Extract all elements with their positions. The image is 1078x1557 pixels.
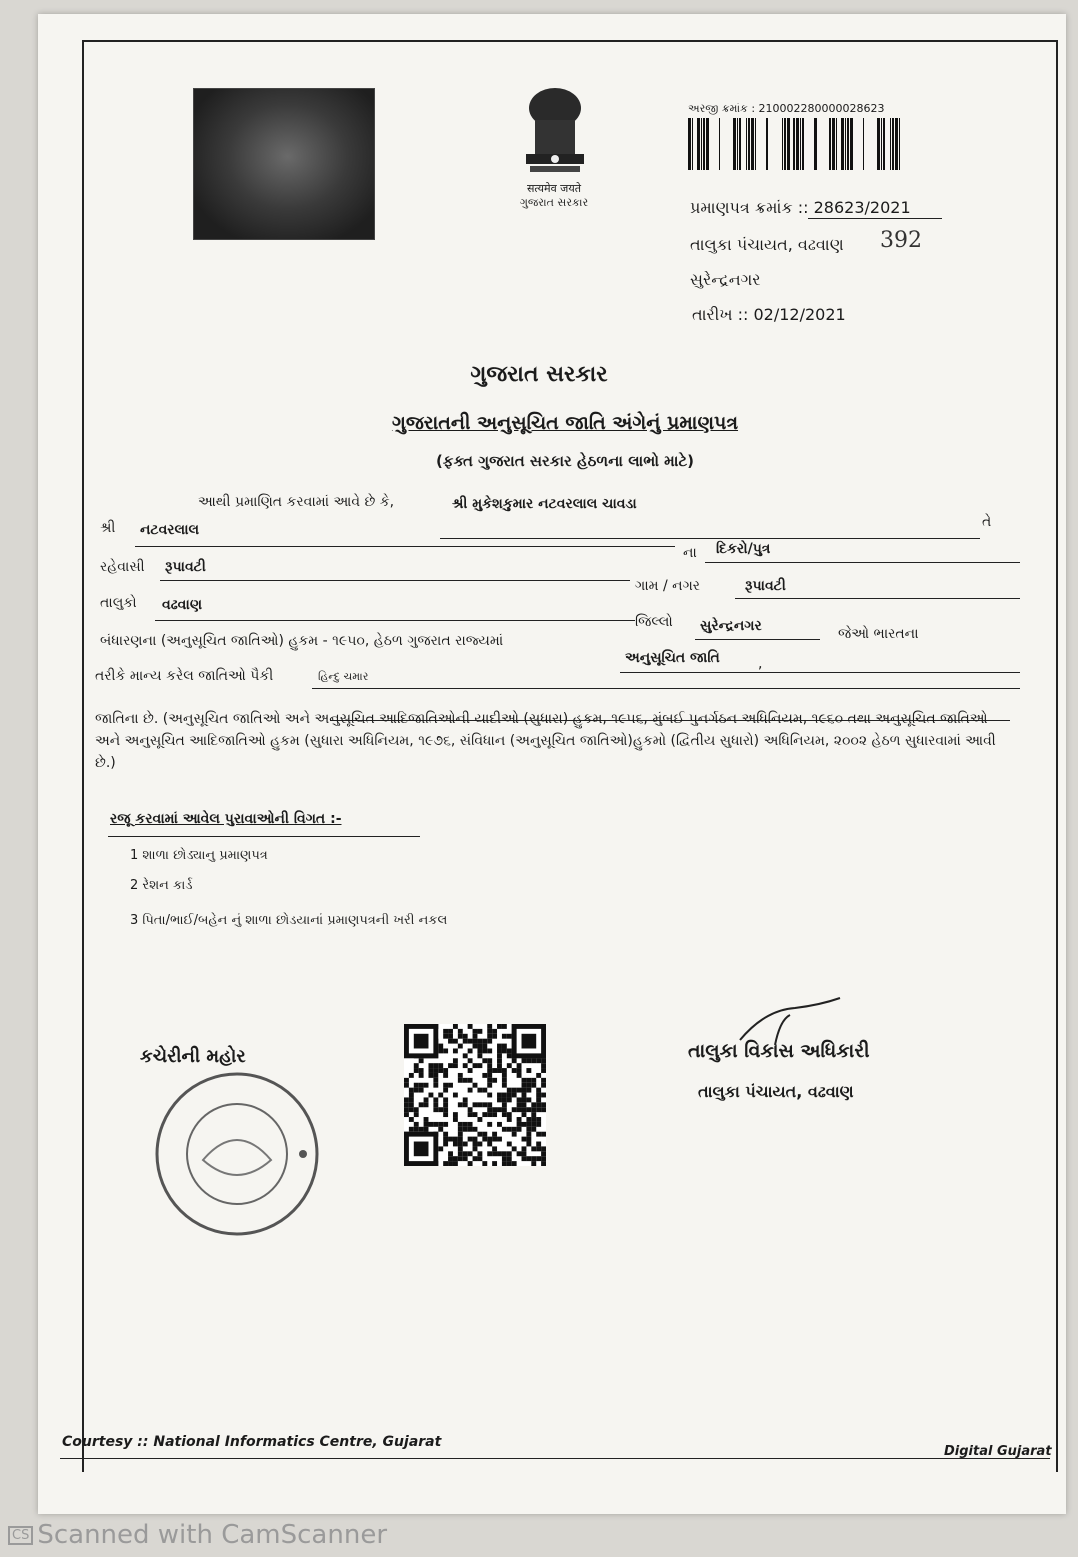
government-title: ગુજરાત સરકાર xyxy=(470,362,608,387)
evidence-title-underline xyxy=(108,836,420,837)
officer-title: તાલુકા વિકાસ અધિકારી xyxy=(688,1040,870,1062)
resident-line xyxy=(160,580,630,581)
office-seal-label: કચેરીની મહોર xyxy=(140,1046,246,1067)
qr-code-icon xyxy=(404,1024,546,1166)
camscanner-icon: CS xyxy=(8,1526,33,1545)
resident-label: રહેવાસી xyxy=(100,559,145,575)
emblem-motto: सत्यमेव जयते xyxy=(526,182,581,195)
district-value: સુરેન્દ્રનગર xyxy=(700,618,762,634)
te-label: તે xyxy=(982,514,992,530)
shri-label: શ્રી xyxy=(100,520,116,536)
evidence-item: 3 પિતા/ભાઈ/બહેન નું શાળા છોડયાનાં પ્રમાણપત્રની ખરી નકલ xyxy=(130,913,448,928)
legal-paragraph: જાતિના છે. (અનુસૂચિત જાતિઓ અને અનુસૂચિત આદિજાતિઓની યાદીઓ (સુધારા) હુકમ, ૧૯૫૬, મુંબઈ પુનર્ગઠન અધિનિયમ, ૧૯૬૦ તથા અનુસૂચિત જાતિઓ અને અનુસૂચિત આદિજાતિઓ હુકમ (સુધારા અધિનિયમ, ૧૯૭૬, સંવિધાન (અનુસૂચિત જાતિઓ)હુકમો (દ્વિતીય સુધારો) અધિનિયમ, ૨૦૦૨ હેઠળ સુધારવામાં આવી છે.) xyxy=(95,711,996,771)
order-text: બંધારણના (અનુસૂચિત જાતિઓ) હુકમ - ૧૯૫૦, હેઠળ ગુજરાત રાજ્યમાં xyxy=(100,633,504,649)
district-name: સુરેન્દ્રનગર xyxy=(690,270,761,289)
taluka-label: તાલુકો xyxy=(100,595,137,611)
camscanner-watermark xyxy=(8,1520,387,1550)
evidence-title: રજૂ કરવામાં આવેલ પુરાવાઓની વિગત :- xyxy=(110,811,342,827)
applicant-name-line xyxy=(440,538,980,539)
office-name: તાલુકા પંચાયત, વઢવાણ xyxy=(690,235,844,254)
district-line xyxy=(695,639,820,640)
applicant-name: શ્રી મુકેશકુમાર નટવરલાલ ચાવડા xyxy=(452,496,637,512)
certificate-number: પ્રમાણપત્ર ક્રમાંક :: 28623/2021 xyxy=(690,198,911,217)
caste-line xyxy=(312,688,1020,689)
emblem-caption xyxy=(494,182,614,210)
certificate-note: (ફક્ત ગુજરાત સરકાર હેઠળના લાભો માટે) xyxy=(435,452,695,470)
taluka-line xyxy=(155,620,635,621)
category-value: અનુસૂચિત જાતિ xyxy=(625,650,720,666)
applicant-photo xyxy=(193,88,375,240)
village-value: રૂપાવટી xyxy=(745,578,786,594)
barcode-icon xyxy=(688,118,903,170)
village-label: ગામ / નગર xyxy=(635,578,701,594)
evidence-item: 1 શાળા છોડ્યાનુ પ્રમાણપત્ર xyxy=(130,848,268,863)
digital-gujarat-text: Digital Gujarat xyxy=(944,1444,1052,1459)
evidence-item: 2 રેશન કાર્ડ xyxy=(130,878,193,893)
category-line xyxy=(620,672,1020,673)
taluka-value: વઢવાણ xyxy=(162,597,203,613)
office-seal-icon xyxy=(153,1070,321,1238)
intro-text: આથી પ્રમાણિત કરવામાં આવે છે કે, xyxy=(198,494,395,510)
recognized-text: તરીકે માન્ય કરેલ જાતિઓ પૈકી xyxy=(95,668,274,684)
na-label: ના xyxy=(683,545,697,561)
officer-office: તાલુકા પંચાયત, વઢવાણ xyxy=(698,1082,854,1101)
father-name-line xyxy=(135,546,675,547)
application-number: અરજી ક્રમાંક : 210002280000028623 xyxy=(688,102,885,115)
relation: દિકરો/પુત્ર xyxy=(716,541,771,557)
district-label: જિલ્લો xyxy=(635,614,673,630)
footer-line xyxy=(60,1458,1050,1459)
resident-value: રૂપાવટી xyxy=(165,559,206,575)
certificate-title: ગુજરાતની અનુસૂચિત જાતિ અંગેનું પ્રમાણપત્ર xyxy=(391,412,739,434)
category-comma: , xyxy=(758,656,763,672)
father-name: નટવરલાલ xyxy=(140,522,200,538)
camscanner-text: Scanned with CamScanner xyxy=(37,1520,388,1550)
india-label: જેઓ ભારતના xyxy=(838,626,919,642)
handwritten-number: 392 xyxy=(880,228,922,253)
caste-value: હિન્દુ ચમાર xyxy=(318,670,369,683)
courtesy-text: Courtesy :: National Informatics Centre, Gujarat xyxy=(62,1434,442,1450)
issue-date: તારીખ :: 02/12/2021 xyxy=(692,305,846,324)
village-line xyxy=(735,598,1020,599)
certificate-number-underline xyxy=(808,218,942,219)
emblem-gov: ગુજરાત સરકાર xyxy=(519,196,589,209)
relation-line xyxy=(705,562,1020,563)
